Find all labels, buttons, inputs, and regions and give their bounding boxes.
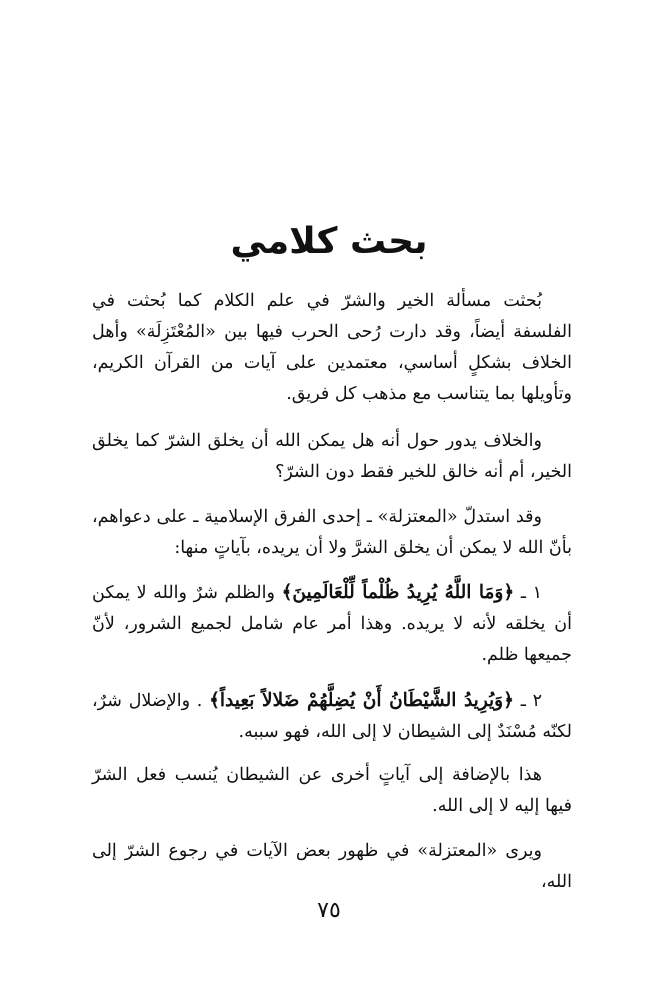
paragraph-4-content — [92, 577, 572, 671]
list-number-1: ١ ـ — [520, 583, 542, 603]
paragraph-7 — [92, 836, 572, 898]
paragraph-7-text: ويرى «المعتزلة» في ظهور بعض الآيات في رجوع الشرّ إلى الله، — [92, 841, 572, 892]
quran-verse-2: ﴿وَيُرِيدُ الشَّيْطَانُ أَنْ يُضِلَّهُمْ ضَلالاً بَعِيداً﴾ — [209, 690, 514, 711]
page-title: بحث كلامي — [230, 221, 428, 262]
paragraph-2-text: والخلاف يدور حول أنه هل يمكن الله أن يخلق الشرّ كما يخلق الخير، أم أنه خالق للخير فقط دون الشرّ؟ — [92, 431, 572, 482]
paragraph-3-text: وقد استدلّ «المعتزلة» ـ إحدى الفرق الإسلامية ـ على دعواهم، بأنّ الله لا يمكن أن يخلق الشرَّ ولا أن يريده، بآياتٍ منها: — [92, 507, 572, 558]
paragraph-3 — [92, 502, 572, 564]
quran-verse-1: ﴿وَمَا اللَّهُ يُرِيدُ ظُلْماً لِّلْعَالَمِينَ﴾ — [281, 582, 515, 603]
list-number-2: ٢ ـ — [520, 691, 542, 711]
paragraph-1 — [92, 286, 572, 410]
paragraph-6-text: هذا بالإضافة إلى آياتٍ أخرى عن الشيطان يُنسب فعل الشرّ فيها إليه لا إلى الله. — [92, 765, 572, 816]
paragraph-2 — [92, 426, 572, 488]
paragraph-4-text: والظلم شرٌ والله لا يمكن أن يخلقه لأنه لا يريده. وهذا أمر عام شامل لجميع الشرور، لأنّ جميعها ظلم. — [92, 583, 572, 665]
paragraph-5 — [92, 685, 572, 748]
paragraph-1-text: بُحثت مسألة الخير والشرّ في علم الكلام كما بُحثت في الفلسفة أيضاً، وقد دارت رُحى الحرب فيها بين «المُعْتَزِلَة» وأهل الخلاف بشكلٍ أساسي، معتمدين على آيات من القرآن الكريم، وتأويلها بما يتناسب مع مذهب كل فريق. — [92, 291, 572, 404]
paragraph-5-text: . والإضلال شرٌ، لكنّه مُسْنَدٌ إلى الشيطان لا إلى الله، فهو سببه. — [92, 691, 572, 742]
page-number: ٧٥ — [317, 898, 341, 923]
paragraph-6 — [92, 760, 572, 822]
paragraph-5-content — [92, 685, 572, 748]
paragraph-4 — [92, 577, 572, 671]
